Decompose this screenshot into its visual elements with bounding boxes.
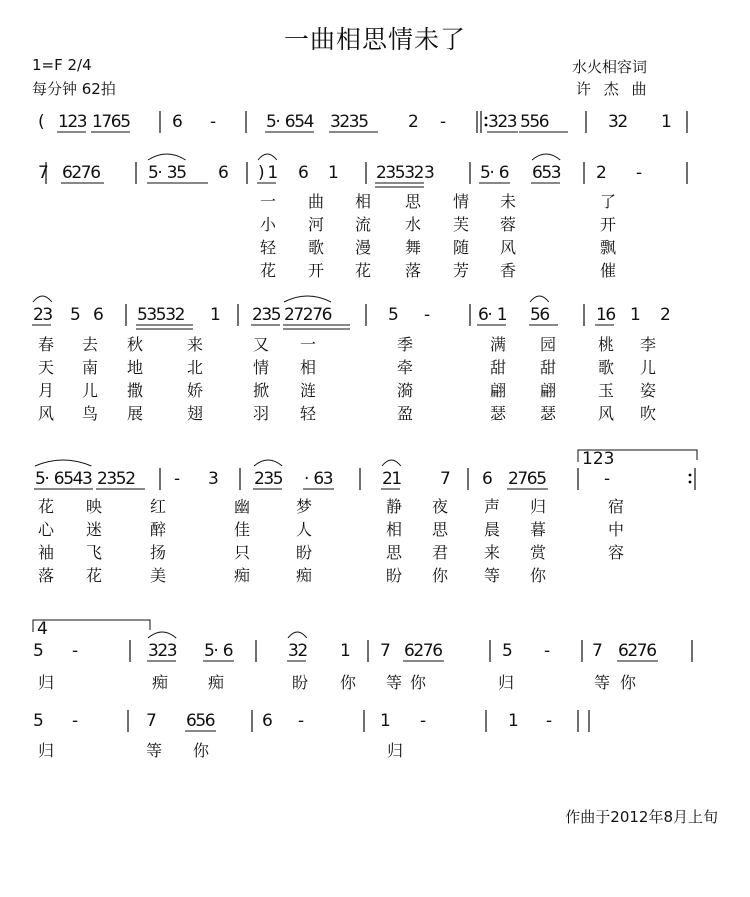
lyric-2-1-6: 牵 bbox=[397, 358, 414, 377]
note-5-1: - bbox=[72, 711, 79, 731]
tempo: 每分钟 62拍 bbox=[32, 80, 116, 98]
lyric-1-0-1: 曲 bbox=[308, 192, 325, 211]
lyric-2-0-8: 园 bbox=[540, 335, 557, 354]
note-4-7: 6 bbox=[222, 641, 234, 661]
note-0-3: 3 bbox=[76, 112, 88, 132]
note-1-26: 2 bbox=[596, 163, 607, 183]
note-2-5: 3 bbox=[146, 305, 158, 325]
note-2-18: 5 bbox=[388, 305, 399, 325]
note-3-1: · bbox=[44, 469, 50, 489]
note-3-26: - bbox=[604, 469, 611, 489]
lyric-3-0-7: 声 bbox=[484, 497, 501, 516]
lyric-2-2-9: 玉 bbox=[598, 381, 615, 400]
lyric-2-3-5: 轻 bbox=[300, 404, 317, 423]
note-1-18: 2 bbox=[413, 163, 425, 183]
lyric-2-3-2: 展 bbox=[127, 404, 144, 423]
lyric-4-0-2: 痴 bbox=[208, 673, 225, 692]
lyric-1-3-0: 花 bbox=[260, 261, 277, 280]
lyric-3-3-6: 你 bbox=[432, 566, 449, 585]
note-1-4: 6 bbox=[90, 163, 102, 183]
lyric-2-2-5: 涟 bbox=[300, 381, 317, 400]
note-0-29: 1 bbox=[661, 112, 672, 132]
note-3-19: 1 bbox=[391, 469, 403, 489]
note-2-3: 6 bbox=[93, 305, 104, 325]
lyric-3-3-3: 痴 bbox=[234, 566, 251, 585]
lyric-3-1-9: 中 bbox=[608, 520, 625, 539]
note-2-8: 2 bbox=[174, 305, 186, 325]
note-4-14: 7 bbox=[422, 641, 434, 661]
lyric-2-0-10: 李 bbox=[640, 335, 657, 354]
slur bbox=[284, 296, 331, 302]
note-0-1: 1 bbox=[58, 112, 69, 132]
repeat-dot bbox=[689, 474, 692, 477]
lyric-2-0-4: 又 bbox=[253, 335, 270, 354]
lyric-2-3-7: 瑟 bbox=[490, 404, 507, 423]
lyric-2-0-0: 春 bbox=[38, 335, 55, 354]
note-1-14: 2 bbox=[376, 163, 387, 183]
note-0-16: 2 bbox=[339, 112, 351, 132]
note-1-0: 7 bbox=[38, 163, 49, 183]
note-3-18: 2 bbox=[382, 469, 393, 489]
note-3-7: 3 bbox=[106, 469, 118, 489]
lyric-3-1-6: 思 bbox=[432, 520, 449, 539]
note-1-8: 5 bbox=[176, 163, 188, 183]
note-3-22: 2 bbox=[508, 469, 519, 489]
note-2-0: 2 bbox=[33, 305, 44, 325]
lyric-3-3-7: 等 bbox=[484, 566, 501, 585]
note-3-13: 3 bbox=[263, 469, 275, 489]
lyric-3-1-0: 心 bbox=[38, 520, 55, 539]
note-0-4: 1 bbox=[92, 112, 103, 132]
lyric-2-3-6: 盈 bbox=[397, 404, 414, 423]
note-3-5: 3 bbox=[82, 469, 93, 489]
note-2-24: 6 bbox=[539, 305, 551, 325]
lyric-4-0-8: 等 bbox=[594, 673, 611, 692]
note-1-21: · bbox=[489, 163, 495, 183]
note-4-10: 1 bbox=[340, 641, 351, 661]
note-4-19: 6 bbox=[618, 641, 629, 661]
lyric-4-0-3: 盼 bbox=[292, 673, 309, 692]
lyric-2-0-3: 来 bbox=[187, 335, 204, 354]
note-4-15: 6 bbox=[432, 641, 444, 661]
lyric-1-1-2: 流 bbox=[355, 215, 372, 234]
note-2-16: 7 bbox=[312, 305, 324, 325]
volta-bracket bbox=[33, 620, 150, 632]
note-1-10: ) bbox=[258, 163, 265, 183]
composer: 许 杰 曲 bbox=[576, 80, 647, 98]
note-2-26: 6 bbox=[605, 305, 617, 325]
lyric-2-2-3: 娇 bbox=[187, 381, 204, 400]
note-2-12: 5 bbox=[270, 305, 282, 325]
lyric-3-0-5: 静 bbox=[386, 497, 403, 516]
note-0-19: 2 bbox=[408, 112, 419, 132]
lyric-3-1-5: 相 bbox=[386, 520, 403, 539]
slur bbox=[258, 154, 277, 160]
lyric-2-0-5: 一 bbox=[300, 335, 317, 354]
lyric-2-2-2: 撒 bbox=[127, 381, 144, 400]
note-5-3: 6 bbox=[186, 711, 197, 731]
lyric-5-0-0: 归 bbox=[38, 741, 55, 760]
song-title: 一曲相思情未了 bbox=[283, 25, 466, 54]
lyric-1-2-3: 舞 bbox=[405, 238, 422, 257]
note-2-6: 5 bbox=[155, 305, 167, 325]
lyric-3-1-8: 暮 bbox=[530, 520, 547, 539]
lyric-1-2-5: 风 bbox=[500, 238, 517, 257]
note-1-1: 6 bbox=[62, 163, 73, 183]
note-1-23: 6 bbox=[532, 163, 543, 183]
lyric-1-0-4: 情 bbox=[453, 192, 470, 211]
note-1-11: 1 bbox=[267, 163, 279, 183]
slur bbox=[35, 460, 91, 466]
note-0-18: 5 bbox=[358, 112, 370, 132]
lyric-4-0-5: 等 bbox=[386, 673, 403, 692]
lyric-1-2-0: 轻 bbox=[260, 238, 277, 257]
note-1-3: 7 bbox=[80, 163, 92, 183]
lyric-1-2-2: 漫 bbox=[355, 238, 372, 257]
note-0-5: 7 bbox=[101, 112, 113, 132]
note-3-20: 7 bbox=[440, 469, 451, 489]
slur bbox=[530, 296, 549, 302]
note-5-5: 6 bbox=[204, 711, 216, 731]
note-0-24: 5 bbox=[520, 112, 531, 132]
note-4-3: 2 bbox=[157, 641, 169, 661]
repeat-dot bbox=[689, 481, 692, 484]
note-2-25: 1 bbox=[596, 305, 607, 325]
lyric-3-1-3: 佳 bbox=[234, 520, 251, 539]
lyric-4-0-7: 归 bbox=[498, 673, 515, 692]
note-4-8: 3 bbox=[288, 641, 299, 661]
lyric-4-0-0: 归 bbox=[38, 673, 55, 692]
note-4-11: 7 bbox=[380, 641, 391, 661]
note-2-22: 1 bbox=[496, 305, 508, 325]
note-1-15: 3 bbox=[385, 163, 397, 183]
repeat-dot bbox=[485, 117, 488, 120]
note-2-7: 3 bbox=[165, 305, 177, 325]
slur bbox=[288, 632, 307, 638]
lyric-3-2-2: 扬 bbox=[150, 543, 167, 562]
lyric-3-0-1: 映 bbox=[86, 497, 103, 516]
lyric-2-3-8: 瑟 bbox=[540, 404, 557, 423]
lyric-3-0-8: 归 bbox=[530, 497, 547, 516]
note-3-12: 2 bbox=[254, 469, 265, 489]
note-3-24: 6 bbox=[526, 469, 538, 489]
lyric-1-0-0: 一 bbox=[260, 192, 277, 211]
lyric-1-1-6: 开 bbox=[600, 215, 617, 234]
lyric-5-0-2: 你 bbox=[193, 741, 210, 760]
note-3-23: 7 bbox=[517, 469, 529, 489]
note-5-10: 1 bbox=[508, 711, 519, 731]
lyric-3-2-0: 袖 bbox=[38, 543, 55, 562]
note-0-15: 3 bbox=[330, 112, 341, 132]
note-0-17: 3 bbox=[348, 112, 360, 132]
note-1-22: 6 bbox=[498, 163, 510, 183]
lyric-2-1-3: 北 bbox=[187, 358, 204, 377]
lyric-3-2-9: 容 bbox=[608, 543, 625, 562]
lyric-3-1-1: 迷 bbox=[86, 520, 103, 539]
note-3-14: 5 bbox=[272, 469, 284, 489]
note-5-2: 7 bbox=[146, 711, 157, 731]
slur bbox=[254, 460, 282, 466]
note-0-6: 6 bbox=[110, 112, 122, 132]
note-3-11: 3 bbox=[208, 469, 219, 489]
note-4-21: 7 bbox=[636, 641, 648, 661]
note-3-3: 5 bbox=[63, 469, 75, 489]
note-2-13: 2 bbox=[284, 305, 295, 325]
note-1-2: 2 bbox=[71, 163, 83, 183]
note-0-21: 3 bbox=[488, 112, 499, 132]
lyric-3-2-7: 来 bbox=[484, 543, 501, 562]
note-2-15: 2 bbox=[302, 305, 314, 325]
note-4-12: 6 bbox=[404, 641, 415, 661]
note-2-14: 7 bbox=[293, 305, 305, 325]
note-0-14: 4 bbox=[303, 112, 315, 132]
lyric-1-1-0: 小 bbox=[260, 215, 277, 234]
lyric-2-1-10: 儿 bbox=[640, 358, 657, 377]
note-0-8: 6 bbox=[172, 112, 183, 132]
lyric-2-1-5: 相 bbox=[300, 358, 317, 377]
lyric-3-2-1: 飞 bbox=[86, 543, 103, 562]
note-4-1: - bbox=[72, 641, 79, 661]
lyric-2-1-0: 天 bbox=[38, 358, 55, 377]
lyric-3-1-2: 醉 bbox=[150, 520, 167, 539]
lyric-2-0-1: 去 bbox=[82, 335, 99, 354]
note-0-27: 3 bbox=[608, 112, 619, 132]
lyric-3-0-4: 梦 bbox=[296, 497, 313, 516]
note-3-4: 4 bbox=[72, 469, 84, 489]
slur bbox=[148, 632, 176, 638]
note-4-18: 7 bbox=[592, 641, 603, 661]
lyric-4-0-6: 你 bbox=[410, 673, 427, 692]
note-3-16: 6 bbox=[313, 469, 325, 489]
note-2-19: - bbox=[424, 305, 431, 325]
slur bbox=[33, 296, 52, 302]
note-2-28: 2 bbox=[660, 305, 671, 325]
lyric-2-3-4: 羽 bbox=[253, 404, 270, 423]
lyric-3-2-6: 君 bbox=[432, 543, 449, 562]
note-2-4: 5 bbox=[137, 305, 148, 325]
lyric-3-2-8: 赏 bbox=[530, 543, 547, 562]
note-1-7: 3 bbox=[166, 163, 178, 183]
note-4-0: 5 bbox=[33, 641, 44, 661]
lyric-3-0-2: 红 bbox=[150, 497, 167, 516]
note-5-8: 1 bbox=[380, 711, 391, 731]
note-2-1: 3 bbox=[42, 305, 54, 325]
lyric-1-1-3: 水 bbox=[405, 215, 422, 234]
note-1-20: 5 bbox=[480, 163, 491, 183]
note-3-9: 2 bbox=[125, 469, 137, 489]
lyric-1-2-6: 飘 bbox=[600, 238, 617, 257]
note-1-13: 1 bbox=[328, 163, 339, 183]
note-0-10: 5 bbox=[266, 112, 277, 132]
lyric-2-0-6: 季 bbox=[397, 335, 414, 354]
note-2-2: 5 bbox=[70, 305, 81, 325]
lyric-1-0-5: 未 bbox=[500, 192, 517, 211]
lyric-1-3-4: 芳 bbox=[453, 261, 470, 280]
note-0-25: 5 bbox=[529, 112, 541, 132]
note-0-22: 2 bbox=[497, 112, 509, 132]
lyric-2-1-8: 甜 bbox=[540, 358, 557, 377]
note-3-21: 6 bbox=[482, 469, 493, 489]
lyric-2-1-1: 南 bbox=[82, 358, 99, 377]
lyric-1-3-1: 开 bbox=[308, 261, 325, 280]
note-5-0: 5 bbox=[33, 711, 44, 731]
note-0-9: - bbox=[210, 112, 217, 132]
note-1-27: - bbox=[636, 163, 643, 183]
lyric-3-3-0: 落 bbox=[38, 566, 55, 585]
volta-label: 4 bbox=[37, 619, 48, 639]
note-5-9: - bbox=[420, 711, 427, 731]
key-meter: 1=F 2/4 bbox=[32, 56, 92, 74]
lyric-5-0-3: 归 bbox=[387, 741, 404, 760]
note-3-8: 5 bbox=[115, 469, 127, 489]
lyric-2-1-7: 甜 bbox=[490, 358, 507, 377]
lyric-1-1-4: 芙 bbox=[453, 215, 470, 234]
note-5-11: - bbox=[546, 711, 553, 731]
note-3-15: · bbox=[304, 469, 310, 489]
note-4-4: 3 bbox=[166, 641, 178, 661]
lyric-3-3-4: 痴 bbox=[296, 566, 313, 585]
note-1-5: 5 bbox=[148, 163, 159, 183]
note-3-0: 5 bbox=[35, 469, 46, 489]
note-4-16: 5 bbox=[502, 641, 513, 661]
lyric-3-2-4: 盼 bbox=[296, 543, 313, 562]
lyricist: 水火相容词 bbox=[572, 58, 648, 76]
note-0-2: 2 bbox=[67, 112, 79, 132]
note-0-7: 5 bbox=[120, 112, 132, 132]
lyric-2-2-7: 翩 bbox=[490, 381, 507, 400]
note-0-23: 3 bbox=[506, 112, 518, 132]
note-2-23: 5 bbox=[530, 305, 541, 325]
lyric-2-0-9: 桃 bbox=[598, 335, 615, 354]
lyric-2-2-10: 姿 bbox=[640, 381, 657, 400]
note-1-17: 3 bbox=[404, 163, 416, 183]
lyric-3-2-3: 只 bbox=[234, 543, 251, 562]
note-4-9: 2 bbox=[297, 641, 309, 661]
note-2-27: 1 bbox=[630, 305, 641, 325]
lyric-1-3-5: 香 bbox=[500, 261, 517, 280]
lyric-1-1-1: 河 bbox=[308, 215, 325, 234]
slur bbox=[382, 460, 401, 466]
lyric-2-3-3: 翅 bbox=[187, 404, 204, 423]
note-1-16: 5 bbox=[394, 163, 406, 183]
note-4-22: 6 bbox=[646, 641, 658, 661]
note-3-6: 2 bbox=[97, 469, 108, 489]
lyric-3-1-7: 晨 bbox=[484, 520, 501, 539]
note-1-24: 5 bbox=[541, 163, 553, 183]
note-0-12: 6 bbox=[284, 112, 296, 132]
note-2-10: 2 bbox=[252, 305, 263, 325]
note-0-28: 2 bbox=[617, 112, 629, 132]
note-4-20: 2 bbox=[627, 641, 639, 661]
lyric-1-2-1: 歌 bbox=[308, 238, 325, 257]
note-2-20: 6 bbox=[478, 305, 489, 325]
lyric-2-2-1: 儿 bbox=[82, 381, 99, 400]
lyric-1-3-2: 花 bbox=[355, 261, 372, 280]
note-1-12: 6 bbox=[298, 163, 309, 183]
lyric-1-3-3: 落 bbox=[405, 261, 422, 280]
lyric-4-0-1: 痴 bbox=[152, 673, 169, 692]
note-3-17: 3 bbox=[322, 469, 334, 489]
lyric-3-3-2: 美 bbox=[150, 566, 167, 585]
slur bbox=[532, 154, 560, 160]
note-1-9: 6 bbox=[218, 163, 229, 183]
note-5-6: 6 bbox=[262, 711, 273, 731]
lyric-3-3-8: 你 bbox=[530, 566, 547, 585]
note-3-2: 6 bbox=[53, 469, 65, 489]
volta-label: 123 bbox=[582, 449, 615, 469]
note-4-2: 3 bbox=[148, 641, 159, 661]
note-1-25: 3 bbox=[550, 163, 562, 183]
lyric-4-0-9: 你 bbox=[620, 673, 637, 692]
note-4-6: · bbox=[213, 641, 219, 661]
repeat-dot bbox=[485, 124, 488, 127]
lyric-1-2-4: 随 bbox=[453, 238, 470, 257]
lyric-2-0-7: 满 bbox=[490, 335, 507, 354]
lyric-3-0-6: 夜 bbox=[432, 497, 449, 516]
lyric-1-0-3: 思 bbox=[405, 192, 422, 211]
lyric-1-1-5: 蓉 bbox=[500, 215, 517, 234]
lyric-2-2-0: 月 bbox=[38, 381, 55, 400]
note-0-13: 5 bbox=[294, 112, 306, 132]
lyric-2-1-4: 情 bbox=[253, 358, 270, 377]
lyric-1-3-6: 催 bbox=[600, 261, 617, 280]
note-2-21: · bbox=[487, 305, 493, 325]
note-1-6: · bbox=[157, 163, 163, 183]
note-0-26: 6 bbox=[538, 112, 550, 132]
slur bbox=[148, 154, 186, 160]
note-2-17: 6 bbox=[321, 305, 333, 325]
lyric-2-3-9: 风 bbox=[598, 404, 615, 423]
lyric-3-3-5: 盼 bbox=[386, 566, 403, 585]
lyric-3-2-5: 思 bbox=[386, 543, 403, 562]
lyric-2-1-2: 地 bbox=[127, 358, 144, 377]
note-0-20: - bbox=[440, 112, 447, 132]
lyric-4-0-4: 你 bbox=[340, 673, 357, 692]
note-5-4: 5 bbox=[195, 711, 207, 731]
lyric-2-3-0: 风 bbox=[38, 404, 55, 423]
note-3-10: - bbox=[174, 469, 181, 489]
note-4-5: 5 bbox=[204, 641, 215, 661]
note-5-7: - bbox=[298, 711, 305, 731]
note-0-11: · bbox=[275, 112, 281, 132]
lyric-1-0-6: 了 bbox=[600, 192, 617, 211]
lyric-5-0-1: 等 bbox=[146, 741, 163, 760]
lyric-2-2-6: 漪 bbox=[397, 381, 414, 400]
lyric-3-3-1: 花 bbox=[86, 566, 103, 585]
note-4-17: - bbox=[544, 641, 551, 661]
note-2-9: 1 bbox=[210, 305, 221, 325]
lyric-3-0-3: 幽 bbox=[234, 497, 251, 516]
lyric-2-1-9: 歌 bbox=[598, 358, 615, 377]
lyric-3-1-4: 人 bbox=[296, 520, 313, 539]
lyric-2-0-2: 秋 bbox=[127, 335, 144, 354]
lyric-3-0-9: 宿 bbox=[608, 497, 625, 516]
lyric-3-0-0: 花 bbox=[38, 497, 55, 516]
note-4-13: 2 bbox=[413, 641, 425, 661]
lyric-1-0-2: 相 bbox=[355, 192, 372, 211]
note-3-25: 5 bbox=[536, 469, 548, 489]
lyric-2-2-8: 翩 bbox=[540, 381, 557, 400]
note-0-0: ( bbox=[38, 112, 45, 132]
note-1-19: 3 bbox=[424, 163, 435, 183]
lyric-2-2-4: 掀 bbox=[253, 381, 270, 400]
composition-date: 作曲于2012年8月上旬 bbox=[565, 808, 718, 826]
lyric-2-3-10: 吹 bbox=[640, 404, 657, 423]
lyric-2-3-1: 鸟 bbox=[82, 404, 99, 423]
note-2-11: 3 bbox=[261, 305, 273, 325]
